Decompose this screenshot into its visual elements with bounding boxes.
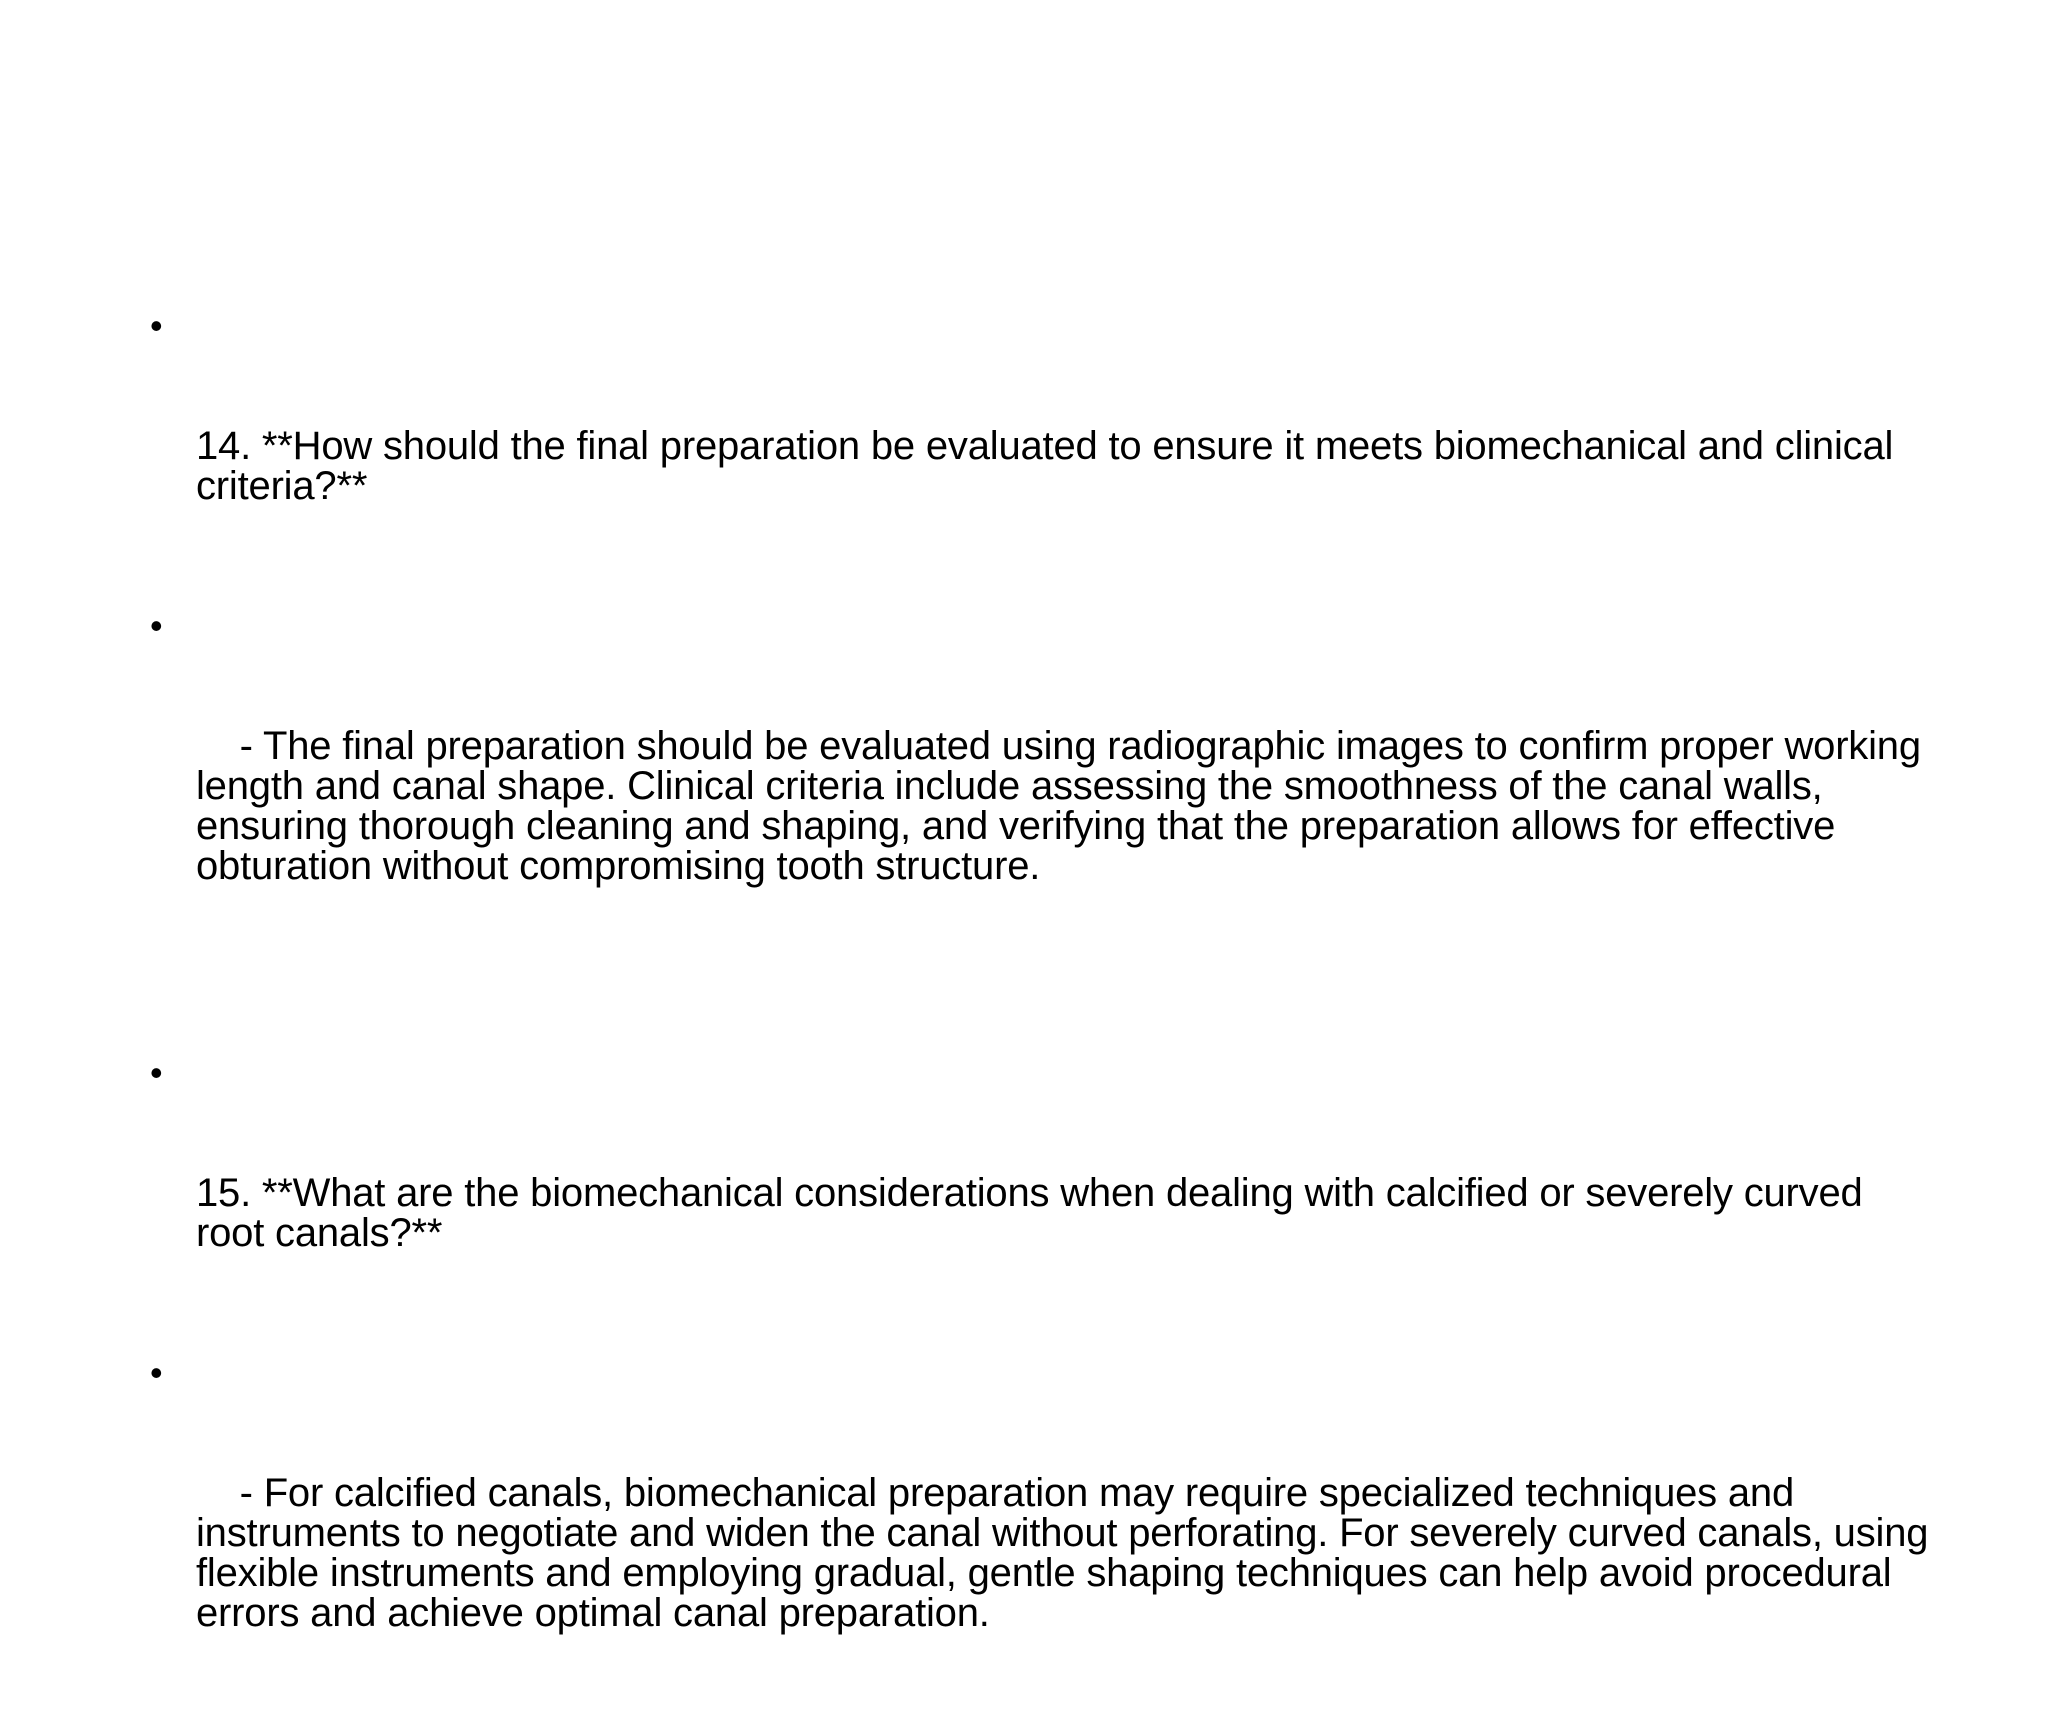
question-14 bbox=[150, 306, 1930, 586]
question-15-text: 15. **What are the biomechanical considerations when dealing with calcified or severely curved root canals?** bbox=[196, 1171, 1874, 1255]
bullet-icon: • bbox=[150, 1352, 163, 1393]
answer-15-text: - For calcified canals, biomechanical preparation may require specialized techniques and instruments to negotiate and widen the canal without perforating. For severely curved canals, using flexible instruments and employing gradual, gentle shaping techniques can help avoid procedural errors and achieve optimal canal preparation. bbox=[196, 1471, 1940, 1635]
bullet-list bbox=[150, 305, 1940, 1713]
bullet-icon: • bbox=[150, 305, 163, 346]
answer-14-text: - The final preparation should be evaluated using radiographic images to confirm proper working length and canal shape. Clinical criteria include assessing the smoothness of the canal walls, ensuring thorough cleaning and shaping, and verifying that the preparation allows for effective obturation without compromising tooth structure. bbox=[196, 724, 1932, 888]
answer-14 bbox=[150, 606, 1930, 966]
answer-15 bbox=[150, 1352, 1940, 1713]
bullet-icon: • bbox=[150, 1052, 163, 1093]
bullet-icon: • bbox=[150, 605, 163, 646]
question-14-text: 14. **How should the final preparation be evaluated to ensure it meets biomechanical and clinical criteria?** bbox=[196, 424, 1905, 508]
question-15 bbox=[150, 1053, 1930, 1333]
